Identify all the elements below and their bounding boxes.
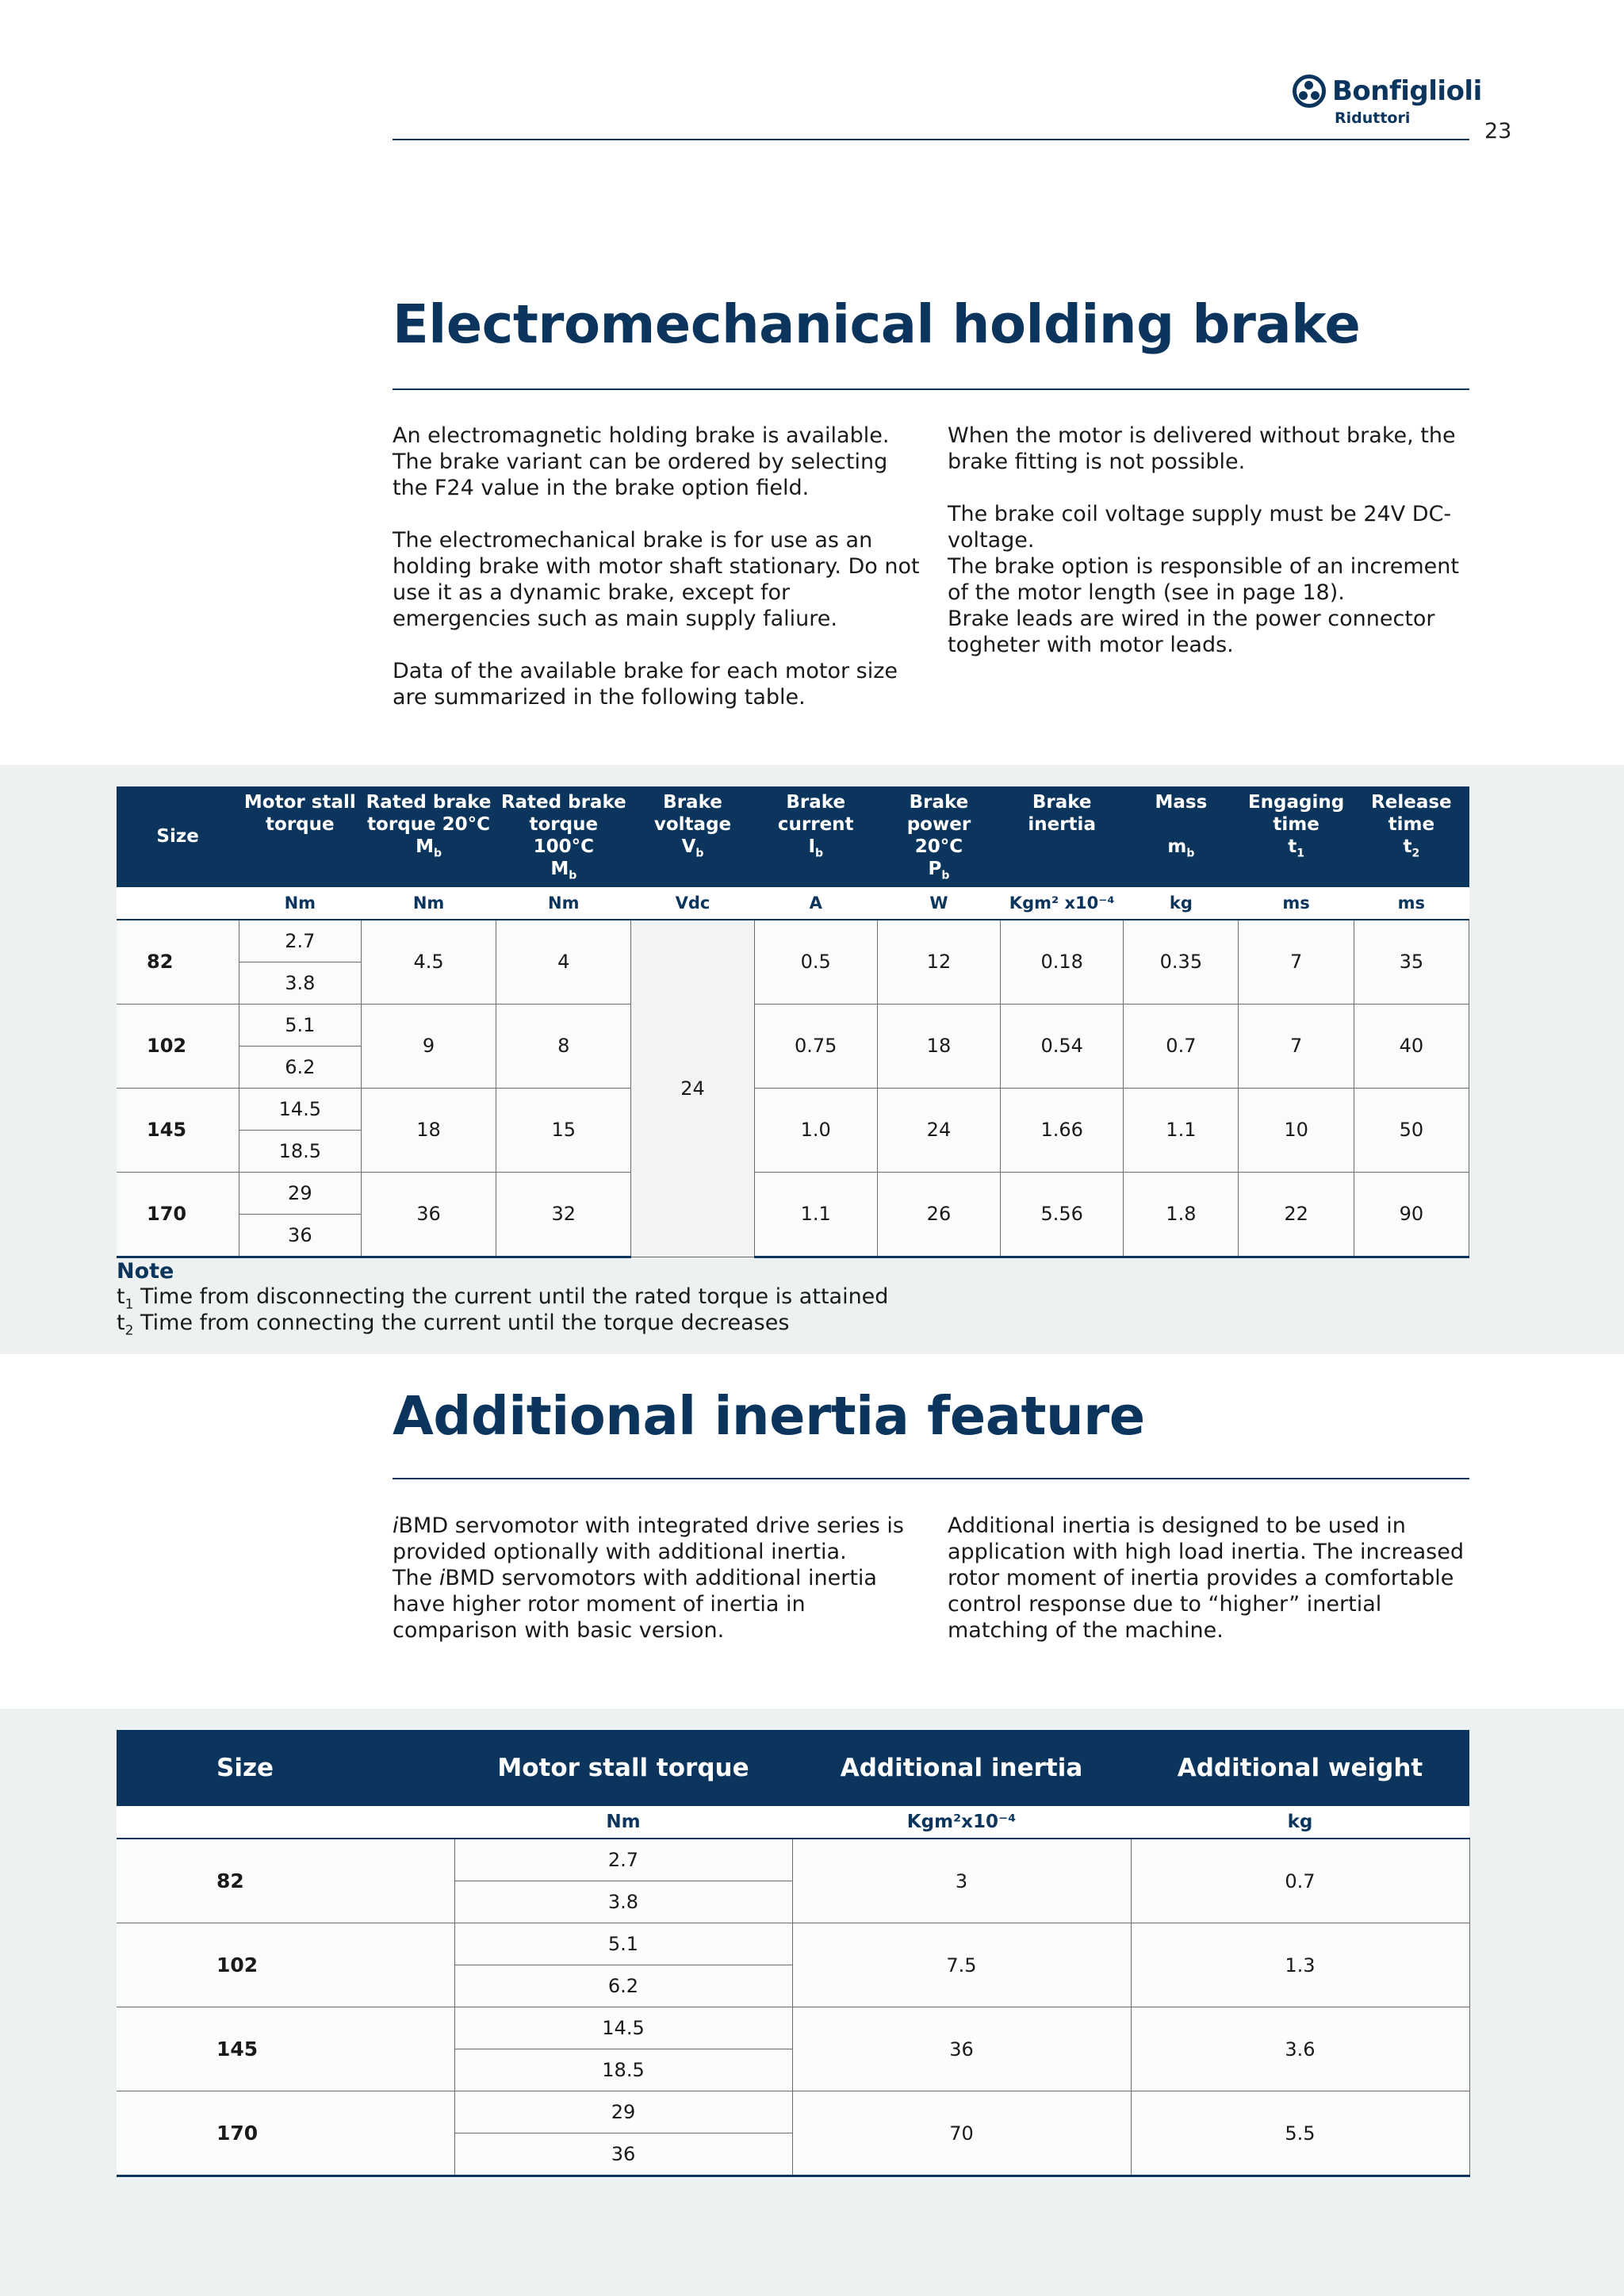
table-row xyxy=(117,920,1469,962)
paragraph: The brake option is responsible of an increment of the motor length (see in page 18). xyxy=(948,554,1459,605)
table-row xyxy=(117,1004,1469,1046)
mass-cell: 0.35 xyxy=(1124,920,1239,1004)
unit-cell: kg xyxy=(1131,1806,1469,1839)
torque-cell: 2.7 xyxy=(239,920,361,962)
paragraph: Brake leads are wired in the power connector togheter with motor leads. xyxy=(948,607,1435,657)
release-cell: 50 xyxy=(1354,1088,1469,1172)
t20-cell: 9 xyxy=(361,1004,496,1088)
unit-cell: ms xyxy=(1354,887,1469,920)
unit-cell xyxy=(117,1806,454,1839)
brake-data-table xyxy=(117,786,1469,1258)
power-cell: 26 xyxy=(877,1172,1000,1257)
header-brake-current: Brake current $I_b$ xyxy=(754,786,877,887)
size-cell: 170 xyxy=(117,2091,454,2176)
inertia-cell: 3 xyxy=(792,1839,1131,1923)
unit-cell: Nm xyxy=(496,887,631,920)
power-cell: 24 xyxy=(877,1088,1000,1172)
inertia-cell: 1.66 xyxy=(1001,1088,1124,1172)
weight-cell: 1.3 xyxy=(1131,1923,1469,2007)
torque-cell: 3.8 xyxy=(454,1881,792,1923)
brand-logo xyxy=(1293,75,1482,108)
paragraph: The iBMD servomotors with additional inertia have higher rotor moment of inertia in comparison with basic version. xyxy=(393,1566,877,1643)
power-cell: 12 xyxy=(877,920,1000,1004)
t20-cell: 4.5 xyxy=(361,920,496,1004)
t100-cell: 4 xyxy=(496,920,631,1004)
torque-cell: 36 xyxy=(454,2133,792,2176)
header-brake-power: Brake power 20°C $P_b$ xyxy=(877,786,1000,887)
brand-subtitle: Riduttori xyxy=(1335,109,1411,127)
torque-cell: 18.5 xyxy=(454,2049,792,2091)
note-line: $t_2$ Time from connecting the current until the torque decreases xyxy=(117,1311,790,1339)
t100-cell: 32 xyxy=(496,1172,631,1257)
header-rated-brake-torque-100: Rated brake torque 100°C $M_b$ xyxy=(496,786,631,887)
header-additional-weight: Additional weight xyxy=(1131,1730,1469,1806)
paragraph: Data of the available brake for each motor size are summarized in the following table. xyxy=(393,659,898,710)
torque-cell: 18.5 xyxy=(239,1130,361,1172)
size-cell: 145 xyxy=(117,2007,454,2091)
release-cell: 40 xyxy=(1354,1004,1469,1088)
header-divider xyxy=(393,139,1469,140)
note-line: $t_1$ Time from disconnecting the current until the rated torque is attained xyxy=(117,1284,889,1313)
paragraph: The brake coil voltage supply must be 24V DC-voltage. xyxy=(948,502,1452,553)
units-row xyxy=(117,1806,1469,1839)
inertia-cell: 7.5 xyxy=(792,1923,1131,2007)
unit-cell: Vdc xyxy=(631,887,754,920)
engage-cell: 22 xyxy=(1239,1172,1354,1257)
paragraph: The electromechanical brake is for use as an holding brake with motor shaft stationary. Do not use it as a dynamic brake, except for emergencies such as main supply faliure. xyxy=(393,528,920,631)
brake-text-right xyxy=(948,423,1471,658)
note-title: Note xyxy=(117,1259,174,1284)
paragraph: iBMD servomotor with integrated drive series is provided optionally with additional inertia. xyxy=(393,1513,904,1564)
units-row xyxy=(117,887,1469,920)
paragraph: An electromagnetic holding brake is available. The brake variant can be ordered by selecting the F24 value in the brake option field. xyxy=(393,423,890,500)
engage-cell: 7 xyxy=(1239,920,1354,1004)
header-size: Size xyxy=(117,786,239,887)
t20-cell: 36 xyxy=(361,1172,496,1257)
brand-logo-icon xyxy=(1293,75,1326,108)
paragraph: Additional inertia is designed to be used in application with high load inertia. The increased rotor moment of inertia provides a comfortable control response due to “higher” inertial matching of the machine. xyxy=(948,1513,1464,1643)
torque-cell: 2.7 xyxy=(454,1839,792,1881)
table-header-row xyxy=(117,786,1469,887)
size-cell: 82 xyxy=(117,920,239,1004)
table-row xyxy=(117,1088,1469,1130)
table-row xyxy=(117,2007,1469,2049)
torque-cell: 29 xyxy=(454,2091,792,2133)
brand-name: Bonfiglioli xyxy=(1332,75,1482,107)
power-cell: 18 xyxy=(877,1004,1000,1088)
unit-cell: ms xyxy=(1239,887,1354,920)
current-cell: 1.0 xyxy=(754,1088,877,1172)
table-row xyxy=(117,1839,1469,1881)
paragraph: When the motor is delivered without brake, the brake fitting is not possible. xyxy=(948,423,1456,474)
current-cell: 0.5 xyxy=(754,920,877,1004)
inertia-text-left xyxy=(393,1513,925,1644)
size-cell: 145 xyxy=(117,1088,239,1172)
weight-cell: 5.5 xyxy=(1131,2091,1469,2176)
torque-cell: 14.5 xyxy=(239,1088,361,1130)
size-cell: 170 xyxy=(117,1172,239,1257)
torque-cell: 5.1 xyxy=(239,1004,361,1046)
torque-cell: 36 xyxy=(239,1214,361,1257)
inertia-cell: 70 xyxy=(792,2091,1131,2176)
size-cell: 102 xyxy=(117,1004,239,1088)
torque-cell: 6.2 xyxy=(239,1046,361,1088)
table-row xyxy=(117,1172,1469,1214)
inertia-cell: 36 xyxy=(792,2007,1131,2091)
mass-cell: 1.8 xyxy=(1124,1172,1239,1257)
brake-text-left xyxy=(393,423,925,710)
inertia-cell: 0.54 xyxy=(1001,1004,1124,1088)
header-size: Size xyxy=(117,1730,454,1806)
inertia-data-table xyxy=(117,1730,1470,2177)
current-cell: 0.75 xyxy=(754,1004,877,1088)
header-motor-stall-torque: Motor stall torque xyxy=(239,786,361,887)
table-row xyxy=(117,1923,1469,1965)
size-cell: 82 xyxy=(117,1839,454,1923)
torque-cell: 14.5 xyxy=(454,2007,792,2049)
release-cell: 35 xyxy=(1354,920,1469,1004)
engage-cell: 10 xyxy=(1239,1088,1354,1172)
section-title-brake: Electromechanical holding brake xyxy=(393,293,1361,355)
header-additional-inertia: Additional inertia xyxy=(792,1730,1131,1806)
header-motor-stall-torque: Motor stall torque xyxy=(454,1730,792,1806)
unit-cell: Nm xyxy=(361,887,496,920)
unit-cell: A xyxy=(754,887,877,920)
torque-cell: 5.1 xyxy=(454,1923,792,1965)
section-title-inertia: Additional inertia feature xyxy=(393,1385,1145,1447)
header-brake-voltage: Brake voltage $V_b$ xyxy=(631,786,754,887)
current-cell: 1.1 xyxy=(754,1172,877,1257)
size-cell: 102 xyxy=(117,1923,454,2007)
header-brake-inertia: Brake inertia xyxy=(1001,786,1124,887)
unit-cell: W xyxy=(877,887,1000,920)
unit-cell: Kgm² x10⁻⁴ xyxy=(1001,887,1124,920)
section-divider-brake xyxy=(393,388,1469,390)
table-row xyxy=(117,2091,1469,2133)
unit-cell: Kgm²x10⁻⁴ xyxy=(792,1806,1131,1839)
header-engaging-time: Engaging time $t_1$ xyxy=(1239,786,1354,887)
inertia-cell: 0.18 xyxy=(1001,920,1124,1004)
weight-cell: 3.6 xyxy=(1131,2007,1469,2091)
page-number: 23 xyxy=(1484,119,1512,144)
release-cell: 90 xyxy=(1354,1172,1469,1257)
unit-cell: Nm xyxy=(454,1806,792,1839)
unit-cell: Nm xyxy=(239,887,361,920)
inertia-text-right xyxy=(948,1513,1471,1644)
header-release-time: Release time $t_2$ xyxy=(1354,786,1469,887)
header-rated-brake-torque-20: Rated brake torque 20°C $M_b$ xyxy=(361,786,496,887)
inertia-cell: 5.56 xyxy=(1001,1172,1124,1257)
header-mass: Mass $m_b$ xyxy=(1124,786,1239,887)
engage-cell: 7 xyxy=(1239,1004,1354,1088)
torque-cell: 3.8 xyxy=(239,962,361,1004)
torque-cell: 29 xyxy=(239,1172,361,1214)
mass-cell: 1.1 xyxy=(1124,1088,1239,1172)
t20-cell: 18 xyxy=(361,1088,496,1172)
weight-cell: 0.7 xyxy=(1131,1839,1469,1923)
t100-cell: 8 xyxy=(496,1004,631,1088)
unit-cell xyxy=(117,887,239,920)
mass-cell: 0.7 xyxy=(1124,1004,1239,1088)
table-header-row xyxy=(117,1730,1469,1806)
voltage-cell: 24 xyxy=(631,920,754,1257)
unit-cell: kg xyxy=(1124,887,1239,920)
section-divider-inertia xyxy=(393,1478,1469,1479)
t100-cell: 15 xyxy=(496,1088,631,1172)
torque-cell: 6.2 xyxy=(454,1965,792,2007)
